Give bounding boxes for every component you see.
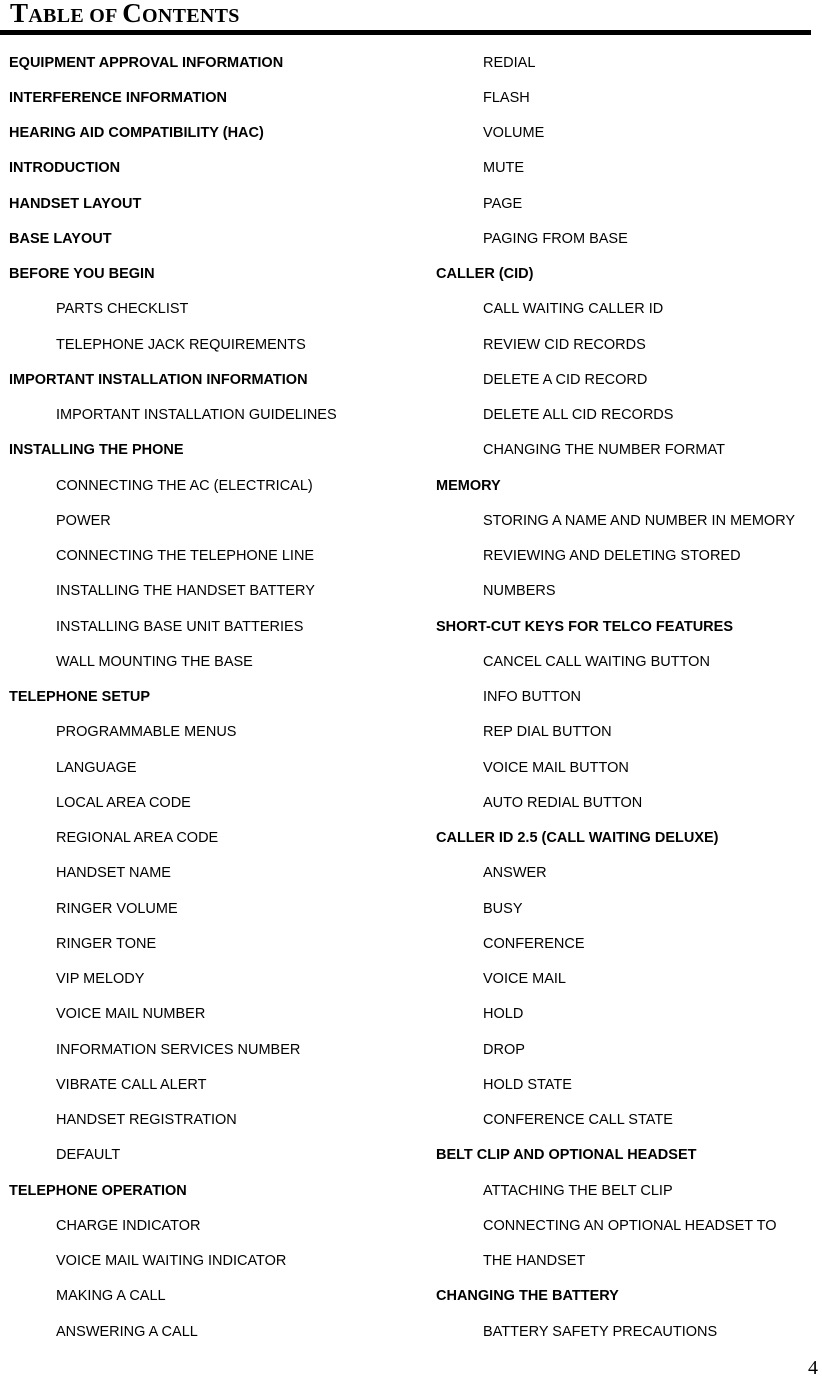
toc-subsection-entry: CHARGE INDICATOR (56, 1217, 201, 1234)
toc-section-heading: EQUIPMENT APPROVAL INFORMATION (9, 54, 284, 71)
toc-subsection-entry: HOLD (483, 1006, 524, 1023)
toc-subsection-entry: HANDSET REGISTRATION (56, 1112, 237, 1129)
toc-subsection-entry: LOCAL AREA CODE (56, 794, 191, 811)
toc-section-heading: BEFORE YOU BEGIN (9, 266, 155, 283)
toc-subsection-entry: REVIEWING AND DELETING STORED (483, 548, 741, 565)
toc-subsection-entry: ANSWERING A CALL (56, 1323, 198, 1340)
toc-subsection-entry: VOICE MAIL NUMBER (56, 1006, 206, 1023)
toc-subsection-entry: CANCEL CALL WAITING BUTTON (483, 653, 710, 670)
toc-right-column (436, 45, 822, 1349)
toc-subsection-entry: MAKING A CALL (56, 1288, 166, 1305)
toc-subsection-entry: RINGER VOLUME (56, 900, 178, 917)
toc-subsection-entry: BUSY (483, 900, 523, 917)
toc-section-heading: HANDSET LAYOUT (9, 195, 142, 212)
toc-subsection-entry: CONNECTING THE TELEPHONE LINE (56, 548, 315, 565)
toc-left-column (9, 45, 429, 1349)
toc-subsection-entry: POWER (56, 512, 111, 529)
toc-subsection-entry: REDIAL (483, 54, 536, 71)
toc-section-heading: INTERFERENCE INFORMATION (9, 89, 228, 106)
toc-subsection-entry: RINGER TONE (56, 935, 157, 952)
toc-section-heading: CHANGING THE BATTERY (436, 1288, 619, 1305)
toc-subsection-entry: REGIONAL AREA CODE (56, 830, 219, 847)
page-title (10, 0, 240, 29)
toc-subsection-entry: NUMBERS (483, 583, 556, 600)
page-number: 4 (808, 1357, 818, 1379)
title-rest-1: ABLE OF (28, 5, 123, 27)
toc-subsection-entry: VIBRATE CALL ALERT (56, 1076, 207, 1093)
title-initial-t: T (10, 0, 29, 28)
toc-subsection-entry: AUTO REDIAL BUTTON (483, 794, 643, 811)
toc-subsection-entry: IMPORTANT INSTALLATION GUIDELINES (56, 407, 337, 424)
toc-subsection-entry: MUTE (483, 160, 525, 177)
toc-subsection-entry: DROP (483, 1041, 525, 1058)
toc-subsection-entry: DELETE A CID RECORD (483, 371, 648, 388)
toc-subsection-entry: VIP MELODY (56, 971, 145, 988)
toc-subsection-entry: VOICE MAIL (483, 971, 566, 988)
toc-subsection-entry: CHANGING THE NUMBER FORMAT (483, 442, 725, 459)
toc-subsection-entry: CONNECTING AN OPTIONAL HEADSET TO (483, 1217, 777, 1234)
toc-subsection-entry: VOICE MAIL BUTTON (483, 759, 629, 776)
toc-subsection-entry: DEFAULT (56, 1147, 121, 1164)
toc-section-heading: SHORT-CUT KEYS FOR TELCO FEATURES (436, 618, 733, 635)
toc-section-heading: MEMORY (436, 477, 501, 494)
toc-subsection-entry: PARTS CHECKLIST (56, 301, 189, 318)
toc-section-heading: INTRODUCTION (9, 160, 121, 177)
toc-subsection-entry: THE HANDSET (483, 1253, 586, 1270)
toc-subsection-entry: CONFERENCE (483, 935, 585, 952)
toc-section-heading: TELEPHONE OPERATION (9, 1182, 187, 1199)
title-rest-2: ONTENTS (142, 5, 240, 27)
toc-subsection-entry: VOICE MAIL WAITING INDICATOR (56, 1253, 287, 1270)
toc-section-heading: INSTALLING THE PHONE (9, 442, 184, 459)
toc-subsection-entry: INSTALLING THE HANDSET BATTERY (56, 583, 315, 600)
toc-subsection-entry: CONNECTING THE AC (ELECTRICAL) (56, 477, 313, 494)
toc-subsection-entry: STORING A NAME AND NUMBER IN MEMORY (483, 512, 796, 529)
toc-subsection-entry: BATTERY SAFETY PRECAUTIONS (483, 1323, 718, 1340)
toc-section-heading: IMPORTANT INSTALLATION INFORMATION (9, 371, 308, 388)
toc-subsection-entry: LANGUAGE (56, 759, 137, 776)
toc-subsection-entry: WALL MOUNTING THE BASE (56, 653, 253, 670)
toc-section-heading: TELEPHONE SETUP (9, 689, 150, 706)
toc-subsection-entry: ANSWER (483, 865, 547, 882)
toc-subsection-entry: CONFERENCE CALL STATE (483, 1112, 673, 1129)
toc-subsection-entry: PROGRAMMABLE MENUS (56, 724, 237, 741)
toc-subsection-entry: TELEPHONE JACK REQUIREMENTS (56, 336, 306, 353)
toc-section-heading: BELT CLIP AND OPTIONAL HEADSET (436, 1147, 697, 1164)
toc-section-heading: HEARING AID COMPATIBILITY (HAC) (9, 125, 264, 142)
toc-subsection-entry: INFO BUTTON (483, 689, 582, 706)
title-initial-c: C (122, 0, 143, 28)
toc-subsection-entry: HANDSET NAME (56, 865, 171, 882)
toc-subsection-entry: HOLD STATE (483, 1076, 572, 1093)
toc-subsection-entry: PAGING FROM BASE (483, 230, 628, 247)
toc-subsection-entry: CALL WAITING CALLER ID (483, 301, 664, 318)
toc-subsection-entry: REP DIAL BUTTON (483, 724, 612, 741)
toc-subsection-entry: VOLUME (483, 125, 545, 142)
toc-subsection-entry: INSTALLING BASE UNIT BATTERIES (56, 618, 304, 635)
toc-subsection-entry: DELETE ALL CID RECORDS (483, 407, 674, 424)
toc-subsection-entry: FLASH (483, 89, 530, 106)
toc-subsection-entry: PAGE (483, 195, 523, 212)
toc-section-heading: BASE LAYOUT (9, 230, 112, 247)
toc-subsection-entry: INFORMATION SERVICES NUMBER (56, 1041, 301, 1058)
toc-subsection-entry: REVIEW CID RECORDS (483, 336, 646, 353)
toc-section-heading: CALLER (CID) (436, 266, 534, 283)
toc-subsection-entry: ATTACHING THE BELT CLIP (483, 1182, 673, 1199)
toc-section-heading: CALLER ID 2.5 (CALL WAITING DELUXE) (436, 830, 719, 847)
title-divider (0, 30, 811, 35)
